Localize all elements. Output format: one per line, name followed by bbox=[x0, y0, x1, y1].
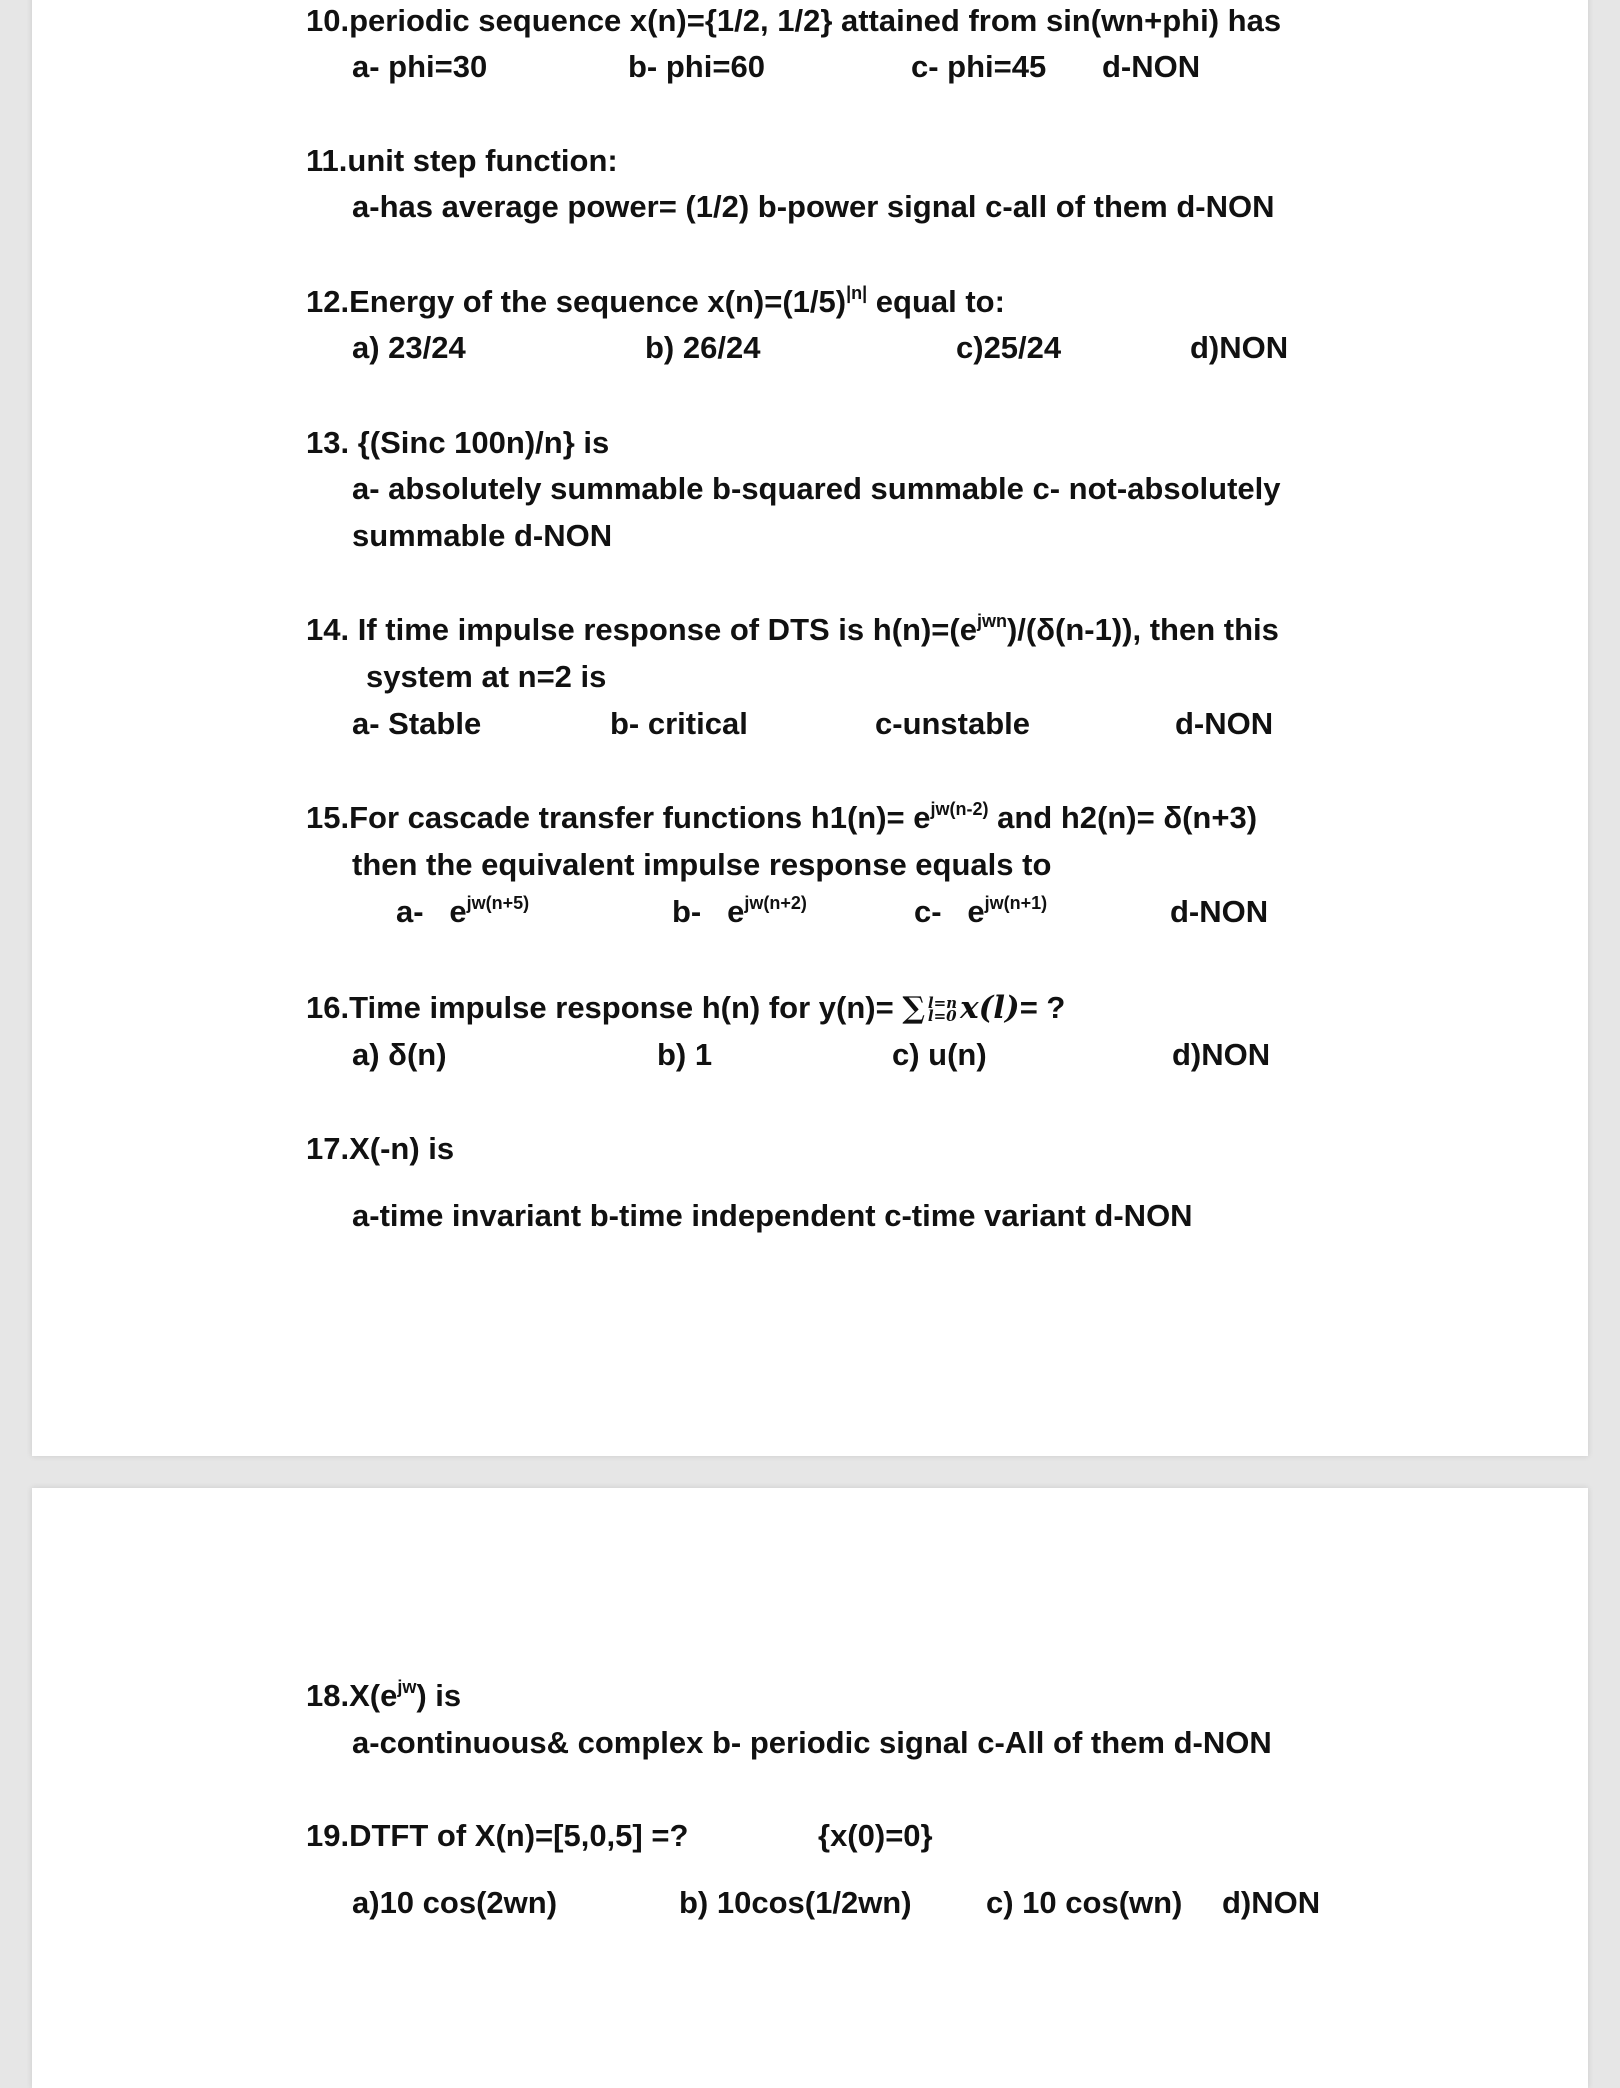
question-14-option-c: c-unstable bbox=[875, 706, 1031, 741]
question-19-note: {x(0)=0} bbox=[818, 1818, 933, 1853]
question-15-stem: 15.For cascade transfer functions $h1(n)= e^{jw(n-2)}$ and h2(n)= δ(n+3) bbox=[306, 799, 1258, 835]
question-19-option-d: d)NON bbox=[1222, 1885, 1321, 1920]
question-11-stem: 11.unit step function: bbox=[306, 143, 618, 178]
question-17-options: a-time invariant b-time independent c-time variant d-NON bbox=[352, 1198, 1193, 1233]
question-14-option-a: a- Stable bbox=[352, 706, 482, 741]
question-16-stem: 16.Time impulse response h(n) for y(n)= ∑ l=n l=0 x(l)= ? bbox=[306, 990, 1066, 1026]
question-10-option-a: a- phi=30 bbox=[352, 49, 488, 84]
question-16-option-d: d)NON bbox=[1172, 1037, 1271, 1072]
question-11-options: a-has average power= (1/2) b-power signal c-all of them d-NON bbox=[352, 189, 1275, 224]
question-14-option-d: d-NON bbox=[1175, 706, 1274, 741]
question-14-option-b: b- critical bbox=[610, 706, 748, 741]
question-14-stem-line2: system at n=2 is bbox=[366, 659, 607, 694]
question-13-stem: 13. {(Sinc 100n)/n} is bbox=[306, 425, 610, 460]
question-19-option-a: a)10 cos(2wn) bbox=[352, 1885, 558, 1920]
question-10-option-b: b- phi=60 bbox=[628, 49, 765, 84]
question-12-stem: 12.Energy of the sequence $x(n)=(1/5)^{|n|}$ equal to: bbox=[306, 283, 1005, 319]
question-19-option-b: b) 10cos(1/2wn) bbox=[679, 1885, 912, 1920]
summation-symbol: ∑ bbox=[902, 991, 925, 1026]
question-17-stem: 17.X(-n) is bbox=[306, 1131, 455, 1166]
page-sheet-2 bbox=[32, 1488, 1588, 2088]
question-13-options-line1: a- absolutely summable b-squared summable c- not-absolutely bbox=[352, 471, 1281, 506]
question-19-option-c: c) 10 cos(wn) bbox=[986, 1885, 1183, 1920]
question-12-option-d: d)NON bbox=[1190, 330, 1289, 365]
question-13-options-line2: summable d-NON bbox=[352, 518, 613, 553]
question-15-option-a: a- $e^{jw(n+5)}$ bbox=[396, 893, 530, 929]
question-18-options: a-continuous& complex b- periodic signal c-All of them d-NON bbox=[352, 1725, 1272, 1760]
question-16-option-b: b) 1 bbox=[657, 1037, 713, 1072]
question-14-stem: 14. If time impulse response of DTS is $h(n)=(e^{jwn})/(\delta(n-1))$, then this bbox=[306, 611, 1279, 647]
question-19-stem: 19.DTFT of X(n)=[5,0,5] =? bbox=[306, 1818, 689, 1853]
question-12-option-b: b) 26/24 bbox=[645, 330, 761, 365]
summation-limits: l=n l=0 bbox=[927, 993, 958, 1025]
question-15-stem-line2: then the equivalent impulse response equals to bbox=[352, 847, 1052, 882]
question-12-option-a: a) 23/24 bbox=[352, 330, 466, 365]
question-15-option-b: b- $e^{jw(n+2)}$ bbox=[672, 893, 807, 929]
question-10-stem: 10.periodic sequence x(n)={1/2, 1/2} attained from sin(wn+phi) has bbox=[306, 3, 1282, 38]
question-15-option-d: d-NON bbox=[1170, 894, 1269, 929]
question-15-option-c: c- $e^{jw(n+1)}$ bbox=[914, 893, 1048, 929]
question-10-option-c: c- phi=45 bbox=[911, 49, 1047, 84]
page-sheet-1 bbox=[32, 0, 1588, 1456]
question-18-stem: $18.X(e^{jw})$ is bbox=[306, 1677, 462, 1713]
question-12-option-c: c)25/24 bbox=[956, 330, 1062, 365]
question-16-option-a: a) δ(n) bbox=[352, 1037, 447, 1072]
question-16-option-c: c) u(n) bbox=[892, 1037, 987, 1072]
question-10-option-d: d-NON bbox=[1102, 49, 1201, 84]
